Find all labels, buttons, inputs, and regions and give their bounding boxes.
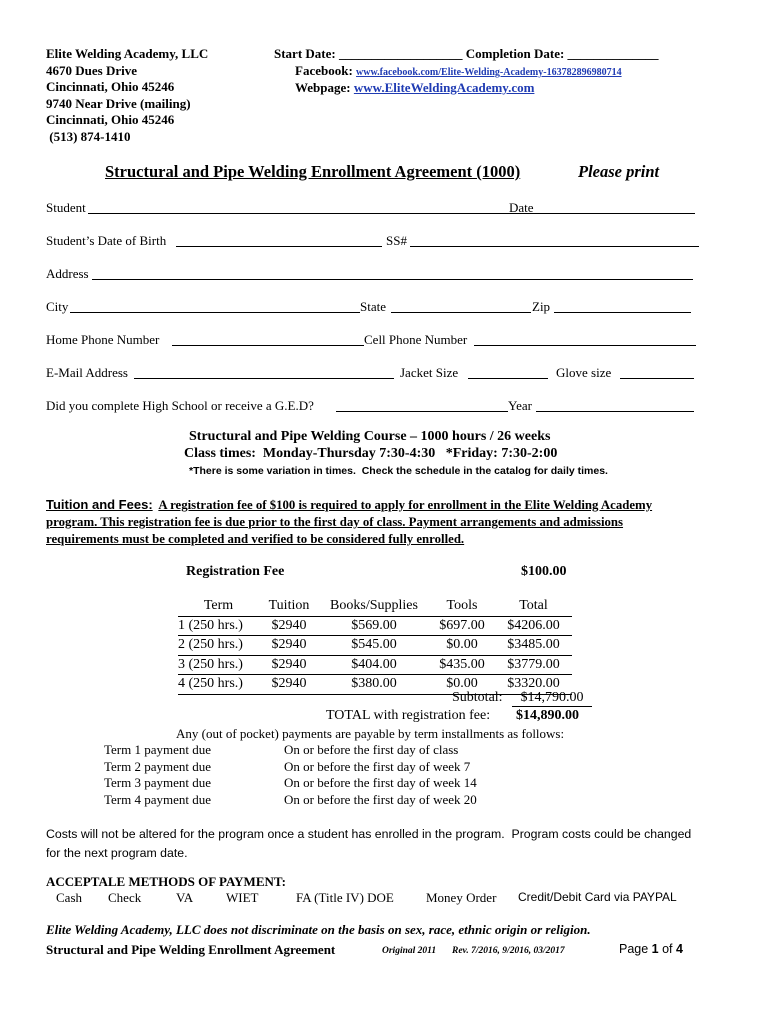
glove-size-input[interactable] <box>620 378 694 379</box>
email-label: E-Mail Address <box>46 365 128 380</box>
tuition-line-1: A registration fee of $100 is required to apply for enrollment in the Elite Welding Academy <box>158 498 653 512</box>
table-row <box>178 616 572 636</box>
term-cell: 3 (250 hrs.) <box>178 656 243 672</box>
city-label: City <box>46 299 69 314</box>
ged-row <box>46 398 694 416</box>
costs-note <box>46 825 691 863</box>
tuition-paragraph <box>46 496 726 548</box>
jacket-size-label: Jacket Size <box>400 365 459 380</box>
phone-row <box>46 332 696 350</box>
address-label: Address <box>46 266 89 281</box>
dob-label: Student’s Date of Birth <box>46 233 167 248</box>
total-cell: $3485.00 <box>507 637 560 653</box>
webpage-link[interactable]: www.EliteWeldingAcademy.com <box>353 80 535 95</box>
installment-due: On or before the first day of week 14 <box>284 775 477 790</box>
class-times: Class times: Monday-Thursday 7:30-4:30 *Friday: 7:30-2:00 <box>184 446 558 461</box>
term-cell: 4 (250 hrs.) <box>178 676 243 692</box>
date-label: Date <box>509 200 534 215</box>
student-row <box>46 200 696 218</box>
payment-method-money-order: Money Order <box>426 890 497 905</box>
year-label: Year <box>508 398 532 413</box>
payment-method-fa: FA (Title IV) DOE <box>296 890 394 905</box>
installment-term: Term 1 payment due <box>104 742 212 757</box>
schedule-note: *There is some variation in times. Check the schedule in the catalog for daily times. <box>189 465 608 477</box>
payment-method-paypal: Credit/Debit Card via PAYPAL <box>518 890 677 904</box>
webpage-label: Webpage: <box>295 80 351 95</box>
school-city: Cincinnati, Ohio 45246 <box>46 79 175 94</box>
facebook-line <box>295 63 622 82</box>
costs-note-line-2: for the next program date. <box>46 846 188 860</box>
fee-table <box>178 597 572 695</box>
term-cell: 1 (250 hrs.) <box>178 617 243 633</box>
list-item <box>104 792 477 809</box>
fee-table-header <box>178 597 572 616</box>
total-cell: $3779.00 <box>507 656 560 672</box>
cell-phone-label: Cell Phone Number <box>364 332 468 347</box>
installment-term: Term 2 payment due <box>104 758 212 774</box>
page-current: 1 <box>651 942 659 956</box>
installment-term: Term 3 payment due <box>104 775 212 790</box>
tuition-cell: $2940 <box>271 656 307 672</box>
header-term: Term <box>203 598 234 614</box>
tuition-cell: $2940 <box>271 676 307 692</box>
books-cell: $545.00 <box>351 637 397 653</box>
zip-label: Zip <box>532 299 551 314</box>
payment-method-wiet: WIET <box>226 890 259 905</box>
footer-agreement-title: Structural and Pipe Welding Enrollment Agreement <box>46 942 336 957</box>
city-input[interactable] <box>70 312 360 313</box>
payment-method-va: VA <box>176 890 194 905</box>
page-number <box>619 942 683 956</box>
email-row <box>46 365 694 383</box>
start-date-line: Start Date: ___________________ Completion Date: ______________ <box>274 46 659 61</box>
books-cell: $380.00 <box>351 676 397 692</box>
installment-due: On or before the first day of week 20 <box>284 791 477 807</box>
installment-due: On or before the first day of week 7 <box>284 758 471 774</box>
school-phone: (513) 874-1410 <box>46 128 131 144</box>
installment-due: On or before the first day of class <box>284 742 459 757</box>
tools-cell: $435.00 <box>439 656 485 672</box>
total-cell: $3320.00 <box>507 676 560 692</box>
state-label: State <box>360 299 386 314</box>
list-item <box>104 775 477 792</box>
zip-input[interactable] <box>554 312 691 313</box>
school-mailing-city: Cincinnati, Ohio 45246 <box>46 112 175 127</box>
registration-fee-label: Registration Fee <box>186 564 285 579</box>
glove-size-label: Glove size <box>556 365 612 380</box>
header-total: Total <box>519 598 548 614</box>
books-cell: $569.00 <box>351 617 397 633</box>
installments-list <box>104 742 477 808</box>
payment-heading: ACCEPTALE METHODS OF PAYMENT: <box>46 874 286 889</box>
home-phone-label: Home Phone Number <box>46 332 160 347</box>
document-title: Structural and Pipe Welding Enrollment Agreement (1000) <box>105 162 521 181</box>
books-cell: $404.00 <box>351 656 397 672</box>
costs-note-line-1: Costs will not be altered for the program once a student has enrolled in the program. Program costs could be changed <box>46 827 692 841</box>
student-input[interactable] <box>88 213 553 214</box>
footer-revision: Rev. 7/2016, 9/2016, 03/2017 <box>452 946 565 956</box>
header-tuition: Tuition <box>268 598 310 614</box>
address-row <box>46 266 693 284</box>
payment-method-check: Check <box>108 890 142 905</box>
please-print-note: Please print <box>578 162 660 181</box>
year-input[interactable] <box>536 411 694 412</box>
subtotal-value: $14,790.00 <box>512 690 592 707</box>
installments-intro: Any (out of pocket) payments are payable by term installments as follows: <box>176 726 565 741</box>
tools-cell: $0.00 <box>446 676 478 692</box>
table-row <box>178 636 572 656</box>
list-item <box>104 742 477 759</box>
tools-cell: $0.00 <box>446 637 478 653</box>
total-value: $14,890.00 <box>516 708 579 723</box>
total-cell: $4206.00 <box>507 617 560 633</box>
home-phone-input[interactable] <box>172 345 364 346</box>
tuition-cell: $2940 <box>271 617 307 633</box>
ssn-label: SS# <box>386 233 407 248</box>
student-label: Student <box>46 200 86 215</box>
registration-fee-amount: $100.00 <box>521 564 567 579</box>
tuition-heading: Tuition and Fees: <box>46 497 153 512</box>
email-input[interactable] <box>134 378 394 379</box>
school-info <box>46 46 208 145</box>
tuition-line-3: requirements must be completed and verified to be considered fully enrolled. <box>46 532 465 546</box>
webpage-line <box>295 80 534 97</box>
date-input[interactable] <box>537 213 695 214</box>
header-tools: Tools <box>446 598 478 614</box>
footer-original: Original 2011 <box>382 946 437 956</box>
header-books: Books/Supplies <box>330 598 418 614</box>
school-address: 4670 Dues Drive <box>46 62 137 78</box>
subtotal-label: Subtotal: <box>452 690 503 705</box>
city-row <box>46 299 691 317</box>
school-mailing-address: 9740 Near Drive (mailing) <box>46 95 191 111</box>
ged-label: Did you complete High School or receive a G.E.D? <box>46 398 314 413</box>
list-item <box>104 759 477 776</box>
payment-method-cash: Cash <box>56 890 82 905</box>
tuition-cell: $2940 <box>271 637 307 653</box>
installment-term: Term 4 payment due <box>104 791 212 807</box>
facebook-label: Facebook: <box>295 63 353 78</box>
table-row <box>178 655 572 675</box>
state-input[interactable] <box>391 312 531 313</box>
term-cell: 2 (250 hrs.) <box>178 637 243 653</box>
dob-input[interactable] <box>176 246 382 247</box>
tuition-line-2: program. This registration fee is due prior to the first day of class. Payment arrangements and admissions <box>46 515 624 529</box>
fee-table-grid <box>178 597 572 695</box>
school-name: Elite Welding Academy, LLC <box>46 46 209 61</box>
jacket-size-input[interactable] <box>468 378 548 379</box>
cell-phone-input[interactable] <box>474 345 696 346</box>
page-prefix: Page <box>619 942 652 956</box>
ged-input[interactable] <box>336 411 508 412</box>
total-label: TOTAL with registration fee: <box>326 708 491 723</box>
dob-row <box>46 233 699 251</box>
page-total: 4 <box>676 942 683 956</box>
page-of: of <box>658 942 676 956</box>
address-input[interactable] <box>92 279 693 280</box>
ssn-input[interactable] <box>410 246 699 247</box>
nondiscrimination-statement: Elite Welding Academy, LLC does not discriminate on the basis on sex, race, ethnic origin or religion. <box>46 922 591 937</box>
tools-cell: $697.00 <box>439 617 485 633</box>
course-hours: Structural and Pipe Welding Course – 1000 hours / 26 weeks <box>189 429 551 444</box>
facebook-link[interactable]: www.facebook.com/Elite-Welding-Academy-163782896980714 <box>356 67 622 78</box>
